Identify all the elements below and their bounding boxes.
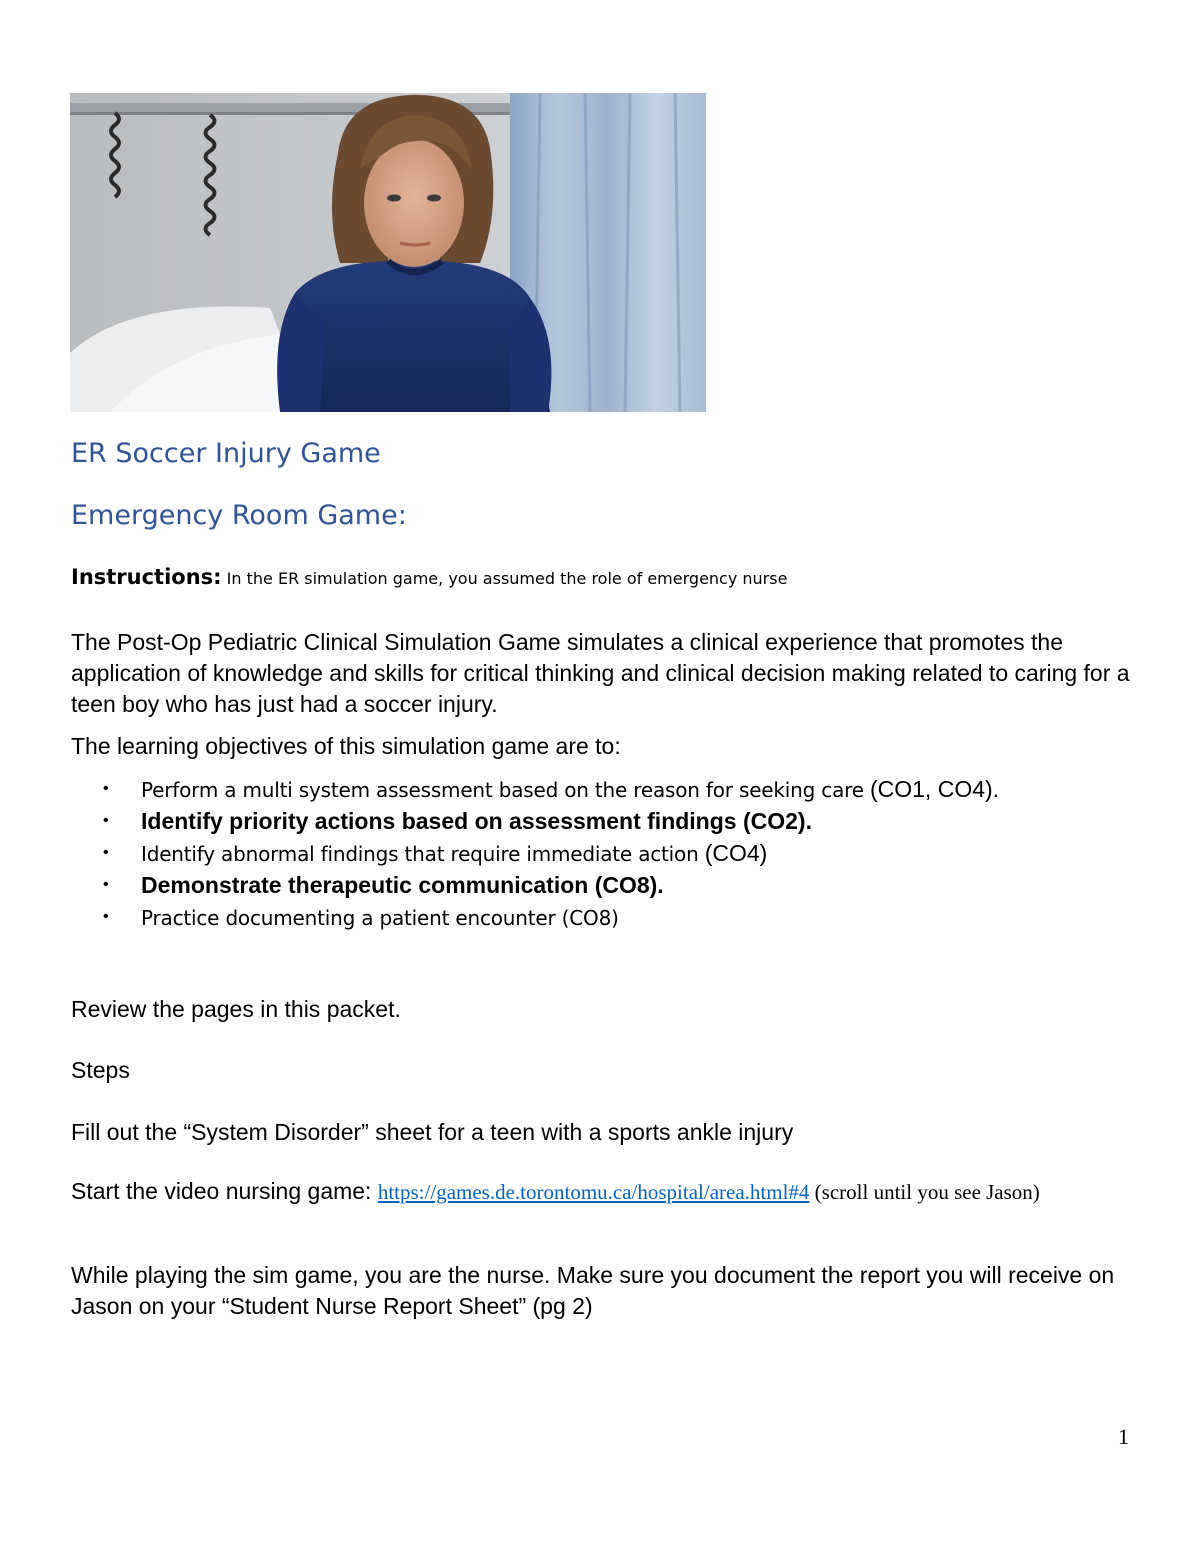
instructions-label: Instructions: — [71, 565, 222, 589]
bullet: • — [103, 876, 109, 893]
objectives-lead: The learning objectives of this simulation game are to: — [71, 733, 621, 759]
start-game-instruction — [71, 1176, 1131, 1210]
scroll-note: (scroll until you see Jason) — [809, 1180, 1040, 1204]
game-link[interactable]: https://games.de.torontomu.ca/hospital/area.html#4 — [377, 1180, 810, 1204]
objective-text: Perform a multi system assessment based on the reason for seeking care — [141, 778, 870, 802]
while-playing-instruction: While playing the sim game, you are the nurse. Make sure you document the report you will receive on Jason on your “Student Nurse Report Sheet” (pg 2) — [71, 1262, 1115, 1319]
bullet: • — [103, 812, 109, 829]
objective-codes: (CO1, CO4). — [869, 776, 1000, 802]
start-game-lead: Start the video nursing game: — [71, 1178, 378, 1204]
instructions-line — [71, 567, 787, 588]
objective-text: Demonstrate therapeutic communication (CO8). — [141, 872, 664, 898]
bullet: • — [103, 908, 109, 925]
objective-text: Practice documenting a patient encounter (CO8) — [141, 906, 619, 930]
objective-text: Identify priority actions based on assessment findings (CO2). — [141, 808, 812, 834]
instructions-text: In the ER simulation game, you assumed the role of emergency nurse — [221, 569, 788, 588]
objective-text: Identify abnormal findings that require immediate action — [141, 842, 705, 866]
objective-codes: (CO4) — [704, 840, 768, 866]
game-title: ER Soccer Injury Game — [71, 438, 381, 469]
bullet: • — [103, 780, 109, 797]
patient-photo — [70, 93, 706, 412]
steps-heading: Steps — [71, 1057, 130, 1083]
review-instruction: Review the pages in this packet. — [71, 996, 401, 1022]
fill-out-instruction: Fill out the “System Disorder” sheet for a teen with a sports ankle injury — [71, 1119, 794, 1145]
page-number: 1 — [1118, 1424, 1129, 1449]
patient-photo-illustration — [70, 93, 706, 412]
intro-paragraph: The Post-Op Pediatric Clinical Simulation Game simulates a clinical experience that promotes the application of knowledge and skills for critical thinking and clinical decision making related to caring for a teen boy who has just had a soccer injury. — [71, 629, 1130, 717]
bullet: • — [103, 844, 109, 861]
room-title: Emergency Room Game: — [71, 500, 407, 531]
